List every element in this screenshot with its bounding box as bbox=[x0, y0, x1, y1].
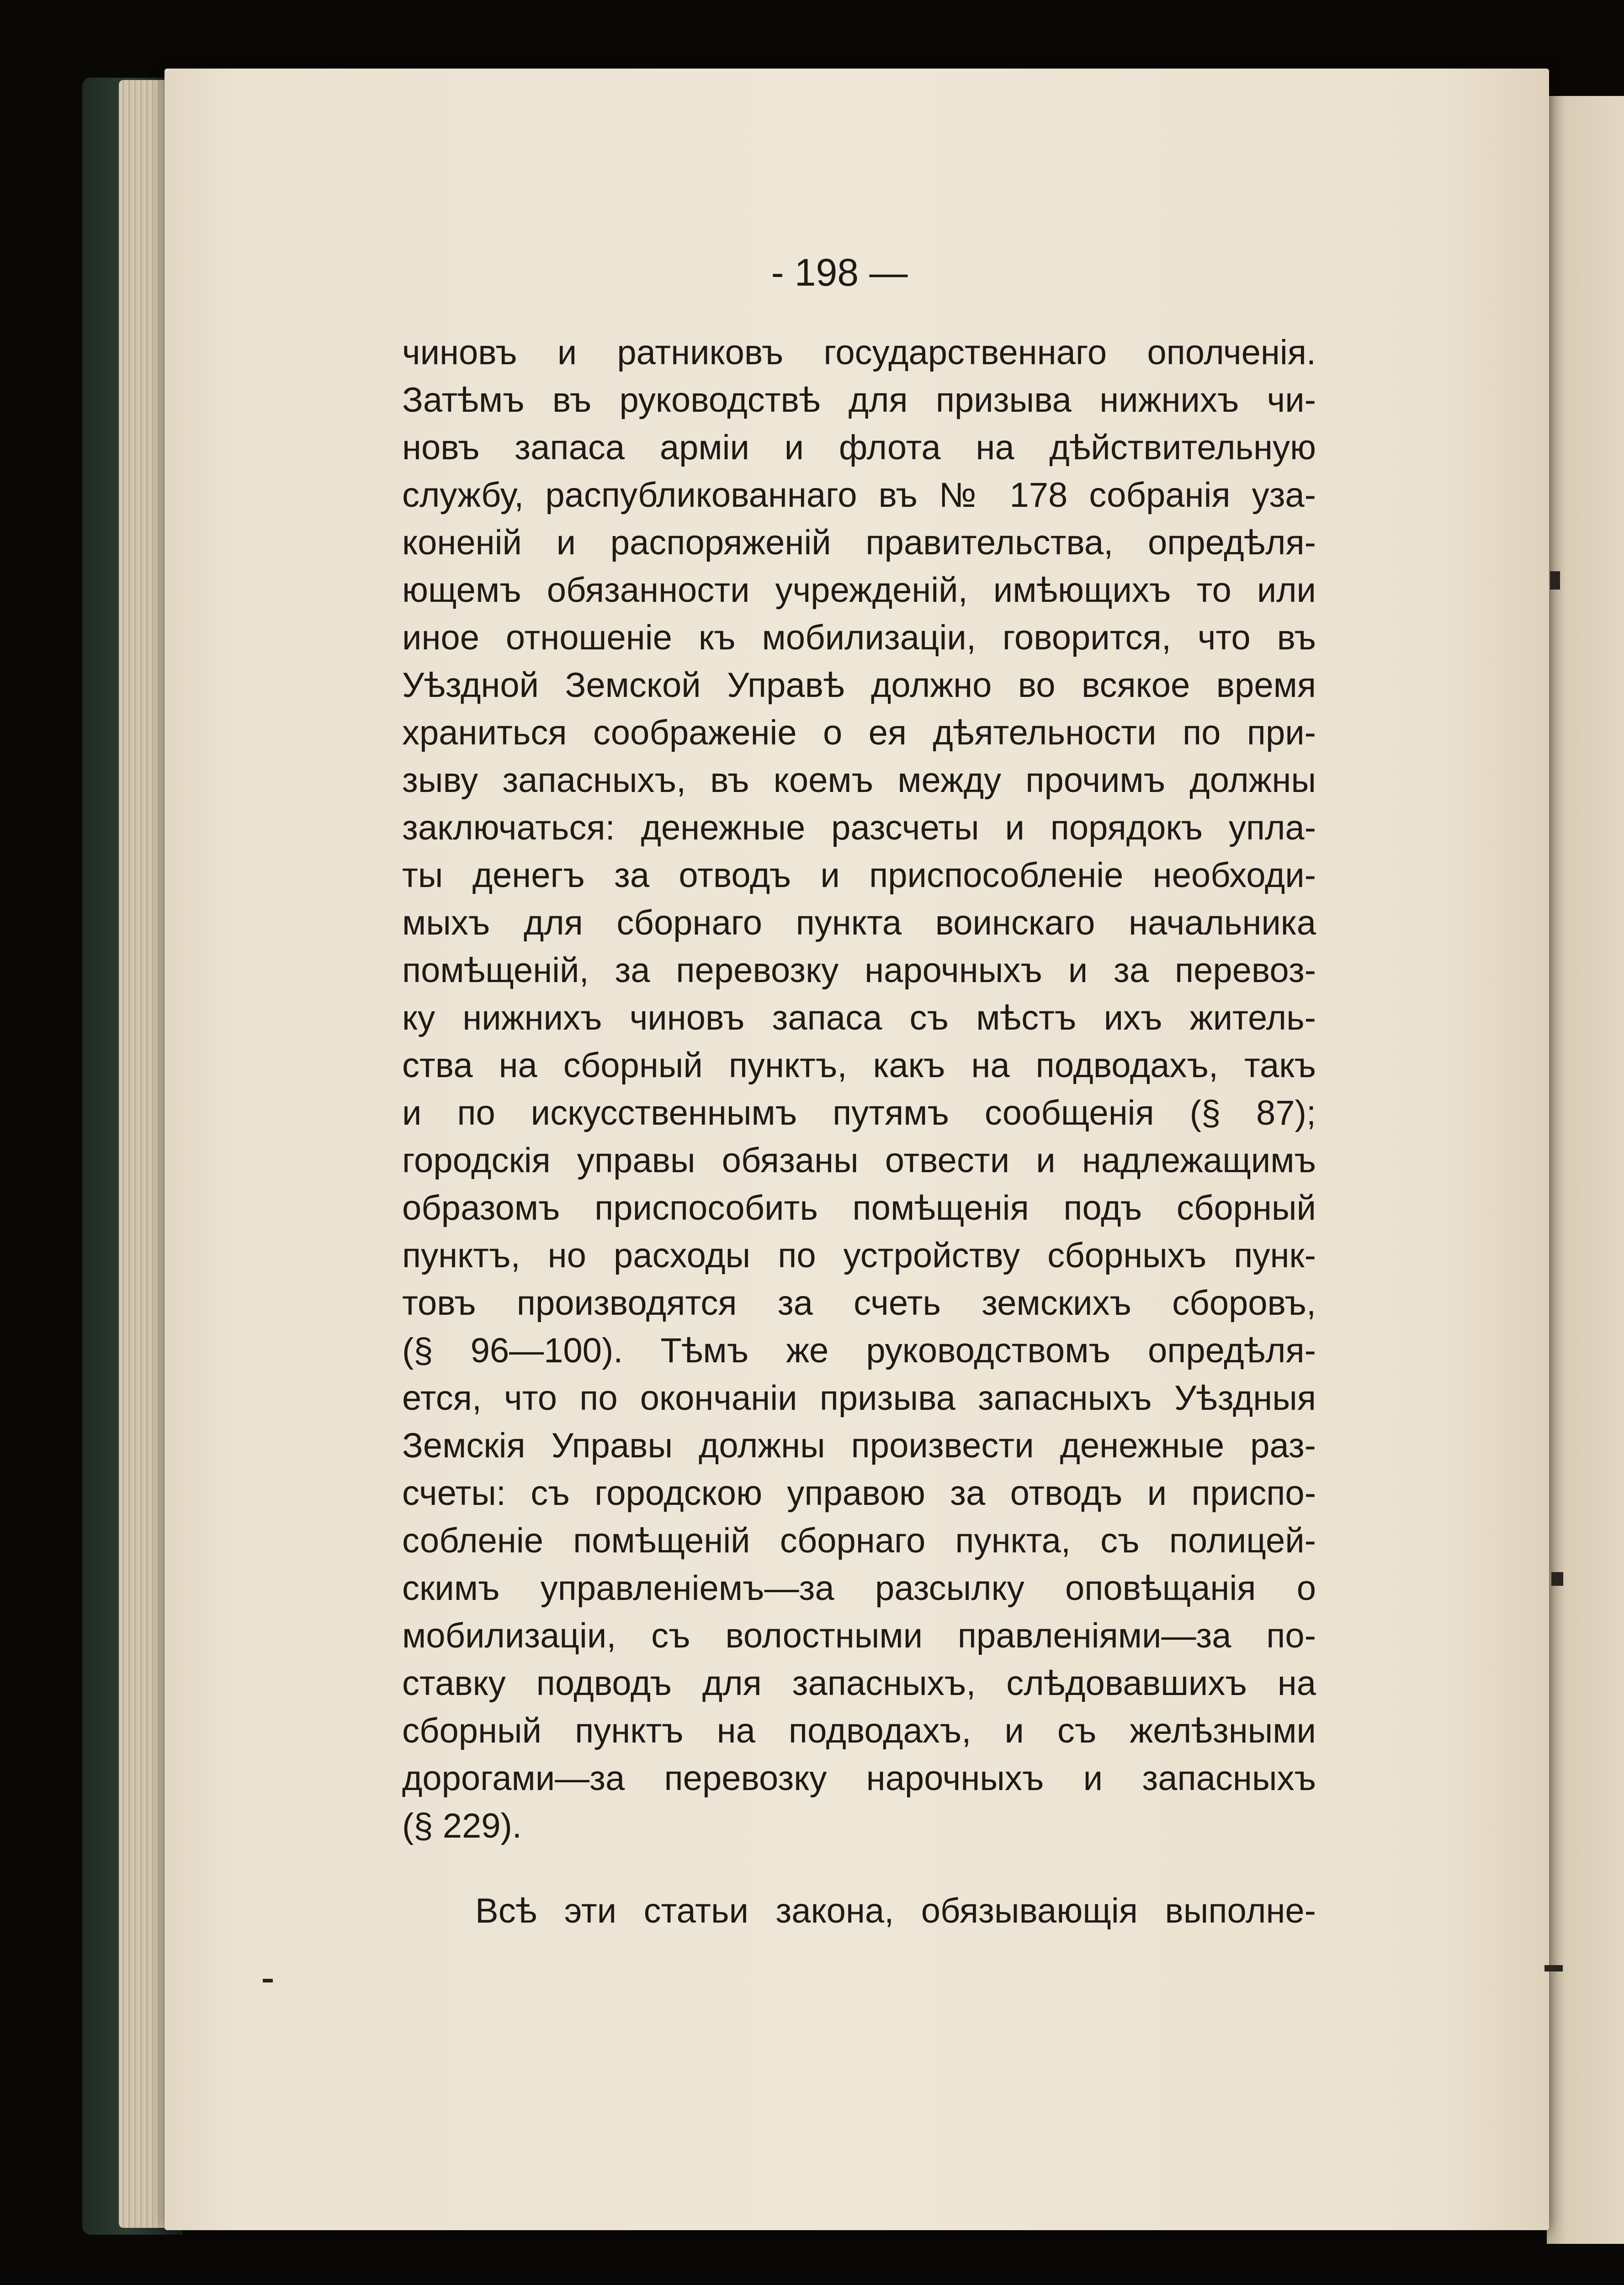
text-line: и по искусственнымъ путямъ сообщенія (§ 87); bbox=[402, 1094, 1316, 1132]
text-line: иное отношеніе къ мобилизаціи, говорится, что въ bbox=[402, 618, 1316, 657]
text-line: (§ 96—100). Тѣмъ же руководствомъ опредѣля- bbox=[402, 1331, 1316, 1370]
text-line: новъ запаса арміи и флота на дѣйствительную bbox=[402, 428, 1316, 467]
text-line: городскія управы обязаны отвести и надлежащимъ bbox=[402, 1141, 1316, 1180]
paragraph-2: Всѣ эти статьи закона, обязывающія выполне- bbox=[475, 1892, 1316, 1930]
paragraph-1 bbox=[402, 329, 1316, 1850]
text-line: собленіе помѣщеній сборнаго пункта, съ полицей- bbox=[402, 1521, 1316, 1560]
facing-page-edge bbox=[1547, 96, 1624, 2244]
text-line: Земскія Управы должны произвести денежные раз- bbox=[402, 1426, 1316, 1465]
ink-mark bbox=[263, 1979, 273, 1982]
text-line: Уѣздной Земской Управѣ должно во всякое время bbox=[402, 666, 1316, 705]
text-line: коненій и распоряженій правительства, опредѣля- bbox=[402, 523, 1316, 562]
text-line: Затѣмъ въ руководствѣ для призыва нижнихъ чи- bbox=[402, 381, 1316, 420]
text-line: дорогами—за перевозку нарочныхъ и запасныхъ bbox=[402, 1759, 1316, 1798]
text-line: образомъ приспособить помѣщенія подъ сборный bbox=[402, 1189, 1316, 1228]
text-line: чиновъ и ратниковъ государственнаго ополченія. bbox=[402, 333, 1316, 372]
text-line: мобилизаціи, съ волостными правленіями—за по- bbox=[402, 1616, 1316, 1655]
text-line: ства на сборный пунктъ, какъ на подводахъ, такъ bbox=[402, 1046, 1316, 1085]
text-line: ты денегъ за отводъ и приспособленіе необходи- bbox=[402, 856, 1316, 895]
ink-mark bbox=[1550, 571, 1560, 590]
ink-mark bbox=[1544, 1965, 1563, 1971]
text-line: ку нижнихъ чиновъ запаса съ мѣстъ ихъ житель- bbox=[402, 999, 1316, 1037]
text-line: ется, что по окончаніи призыва запасныхъ Уѣздныя bbox=[402, 1379, 1316, 1418]
text-line: товъ производятся за счеть земскихъ сборовъ, bbox=[402, 1284, 1316, 1323]
text-line: храниться соображеніе о ея дѣятельности по при- bbox=[402, 713, 1316, 752]
text-line: зыву запасныхъ, въ коемъ между прочимъ должны bbox=[402, 761, 1316, 800]
text-line: скимъ управленіемъ—за разсылку оповѣщанія о bbox=[402, 1569, 1316, 1608]
text-line: мыхъ для сборнаго пункта воинскаго начальника bbox=[402, 903, 1316, 942]
text-line: (§ 229). bbox=[402, 1807, 522, 1845]
text-line: ставку подводъ для запасныхъ, слѣдовавшихъ на bbox=[402, 1664, 1316, 1703]
page-number: - 198 — bbox=[771, 251, 908, 294]
ink-mark bbox=[1551, 1572, 1563, 1586]
text-line: счеты: съ городскою управою за отводъ и приспо- bbox=[402, 1474, 1316, 1513]
text-line: сборный пунктъ на подводахъ, и съ желѣзными bbox=[402, 1711, 1316, 1750]
text-line: помѣщеній, за перевозку нарочныхъ и за перевоз- bbox=[402, 951, 1316, 990]
text-line: службу, распубликованнаго въ № 178 собранія уза- bbox=[402, 476, 1316, 515]
text-line: заключаться: денежные разсчеты и порядокъ упла- bbox=[402, 808, 1316, 847]
text-line: ющемъ обязанности учрежденій, имѣющихъ то или bbox=[402, 571, 1316, 610]
text-line: пунктъ, но расходы по устройству сборныхъ пунк- bbox=[402, 1236, 1316, 1275]
